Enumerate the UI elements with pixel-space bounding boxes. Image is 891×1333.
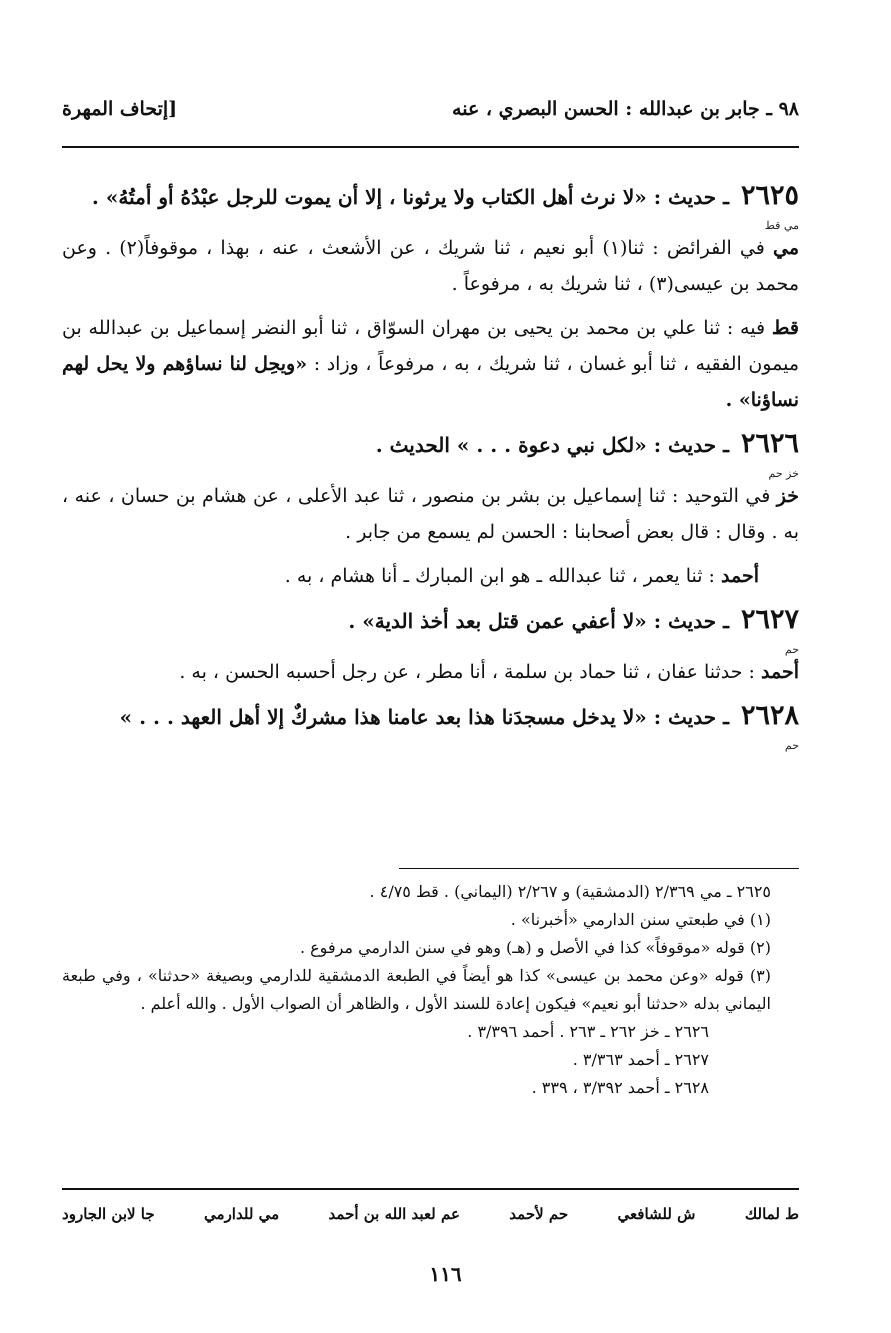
running-header bbox=[62, 98, 799, 120]
footnote: (٣) قوله «وعن محمد بن عيسى» كذا هو أيضاً في الطبعة الدمشقية للدارمي وبصيغة «حدثنا» ، وفي طبعة اليماني بدله «حدثنا أبو نعيم» فيكون إعادة للسند الأول ، والظاهر أن الصواب الأول . والله أعلم . bbox=[62, 966, 772, 1013]
footnote: ٢٦٢٥ ـ مي ٢/٣٦٩ (الدمشقية) و ٢/٢٦٧ (اليماني) . قط ٤/٧٥ . bbox=[369, 882, 771, 901]
hadith-sigla: خز حم bbox=[768, 467, 799, 480]
source-text: في التوحيد : ثنا إسماعيل بن بشر بن منصور ، ثنا عبد الأعلى ، عن هشام بن حسان ، عنه ، به . وقال : قال بعض أصحابنا : الحسن لم يسمع من جابر . bbox=[62, 485, 799, 543]
footnote: ٢٦٢٧ ـ أحمد ٣/٣٦٣ . bbox=[572, 1050, 709, 1069]
source-abbrev: أحمد bbox=[721, 565, 759, 587]
source-text: في الفرائض : ثنا(١) أبو نعيم ، ثنا شريك ، عن الأشعث ، عنه ، بهذا ، موقوفاً(٢) . وعن محمد بن عيسى(٣) ، ثنا شريك به ، مرفوعاً . bbox=[62, 237, 799, 295]
footnotes bbox=[62, 878, 799, 1102]
source-paragraph bbox=[62, 310, 799, 418]
legend-item: حم لأحمد bbox=[509, 1205, 569, 1223]
hadith-number: ٢٦٢٦ bbox=[740, 428, 799, 459]
hadith-text: ـ حديث : «لكل نبي دعوة . . . » الحديث . bbox=[375, 433, 729, 457]
hadith-sigla: حم bbox=[784, 739, 799, 752]
legend-item: جا لابن الجارود bbox=[62, 1205, 155, 1223]
hadith-number: ٢٦٢٧ bbox=[740, 604, 799, 635]
source-abbrev: قط bbox=[771, 317, 799, 339]
source-paragraph bbox=[62, 558, 799, 594]
footnote: ٢٦٢٨ ـ أحمد ٣/٣٩٢ ، ٣٣٩ . bbox=[531, 1078, 709, 1097]
hadith-text: ـ حديث : «لا يدخل مسجدَنا هذا بعد عامنا هذا مشركٌ إلا أهل العهد . . . » bbox=[119, 705, 729, 729]
legend-item: عم لعبد الله بن أحمد bbox=[328, 1205, 460, 1223]
hadith-text: ـ حديث : «لا نرث أهل الكتاب ولا يرثونا ، إلا أن يموت للرجل عبْدُهُ أو أمتُهُ» . bbox=[91, 185, 729, 209]
page-number: ١١٦ bbox=[429, 1262, 462, 1286]
legend-item: مي للدارمي bbox=[204, 1205, 280, 1223]
hadith-heading bbox=[62, 178, 799, 216]
main-text bbox=[62, 178, 799, 750]
legend-item: ط لمالك bbox=[744, 1205, 799, 1223]
hadith-sigla: مي قط bbox=[764, 219, 799, 232]
legend-divider bbox=[62, 1188, 799, 1190]
source-paragraph bbox=[62, 654, 799, 690]
hadith-number: ٢٦٢٥ bbox=[740, 180, 799, 211]
hadith-sigla: حم bbox=[784, 643, 799, 656]
footnote: (١) في طبعتي سنن الدارمي «أخبرنا» . bbox=[510, 910, 771, 929]
hadith-heading bbox=[62, 426, 799, 464]
source-text: : ثنا يعمر ، ثنا عبدالله ـ هو ابن المبارك ـ أنا هشام ، به . bbox=[284, 565, 715, 587]
header-chapter-title: ٩٨ ـ جابر بن عبدالله : الحسن البصري ، عنه bbox=[452, 98, 799, 120]
footnote: ٢٦٢٦ ـ خز ٢٦٢ ـ ٢٦٣ . أحمد ٣/٣٩٦ . bbox=[467, 1022, 709, 1041]
hadith-text: ـ حديث : «لا أعفي عمن قتل بعد أخذ الدية» . bbox=[348, 609, 729, 633]
source-paragraph bbox=[62, 478, 799, 550]
header-book-title: [إتحاف المهرة bbox=[62, 98, 178, 120]
footnote-divider bbox=[399, 868, 799, 869]
source-addition: «ويحِل لنا نساؤهم ولا يحل لهم نساؤنا» . bbox=[62, 353, 799, 411]
hadith-heading bbox=[62, 602, 799, 640]
source-abbrev: أحمد bbox=[761, 661, 799, 683]
source-paragraph bbox=[62, 230, 799, 302]
header-divider bbox=[62, 146, 799, 148]
legend-item: ش للشافعي bbox=[617, 1205, 696, 1223]
source-text: فيه : ثنا علي بن محمد بن يحيى بن مهران السوّاق ، ثنا أبو النضر إسماعيل بن عبدالله بن ميمون الفقيه ، ثنا أبو غسان ، ثنا شريك ، به ، مرفوعاً ، وزاد : bbox=[62, 317, 800, 375]
source-text: : حدثنا عفان ، ثنا حماد بن سلمة ، أنا مطر ، عن رجل أحسبه الحسن ، به . bbox=[179, 661, 755, 683]
hadith-heading bbox=[62, 698, 799, 736]
source-abbrev: خز bbox=[776, 485, 799, 507]
abbreviation-legend bbox=[62, 1205, 799, 1223]
source-abbrev: مي bbox=[772, 237, 799, 259]
hadith-number: ٢٦٢٨ bbox=[740, 700, 799, 731]
footnote: (٢) قوله «موقوفاً» كذا في الأصل و (هـ) وهو في سنن الدارمي مرفوع . bbox=[299, 938, 771, 957]
